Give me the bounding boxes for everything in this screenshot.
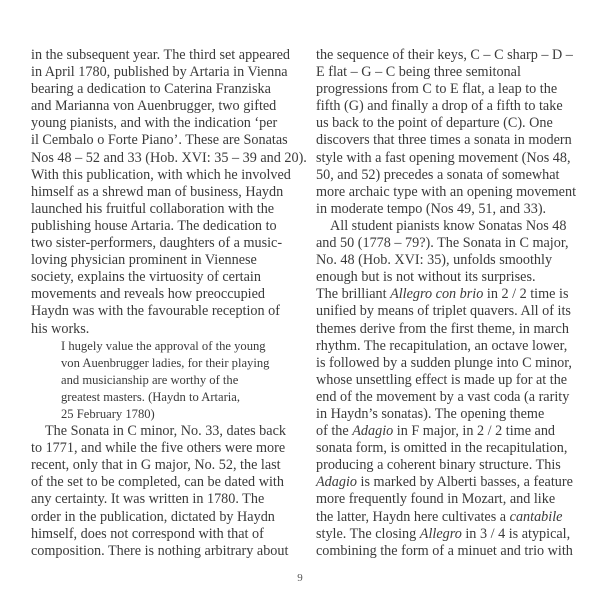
italic-term: Adagio — [352, 423, 394, 440]
italic-term: cantabile — [509, 508, 563, 525]
text-segment: to 1771, and while the five others were more — [31, 440, 286, 457]
text-line — [316, 406, 586, 423]
page-number: 9 — [297, 572, 303, 584]
text-segment: in F major, in 2 / 2 time and — [393, 423, 556, 440]
text-line — [316, 252, 586, 269]
text-line — [316, 167, 586, 184]
text-segment: No. 48 (Hob. XVI: 35), unfolds smoothly — [316, 252, 553, 269]
text-line — [31, 321, 301, 338]
text-segment: enough but is not without its surprises. — [316, 269, 536, 286]
text-line — [31, 149, 307, 167]
text-segment: launched his fruitful collaboration with the — [31, 200, 275, 217]
text-line — [31, 167, 301, 184]
text-line — [31, 184, 301, 201]
text-segment: All student pianists know Sonatas Nos 48 — [330, 217, 567, 234]
text-line — [31, 286, 301, 303]
text-line — [31, 491, 301, 508]
text-segment: order in the publication, dictated by Haydn — [31, 508, 275, 525]
italic-term: Adagio — [316, 474, 357, 491]
text-line — [316, 389, 586, 406]
text-segment: style. The closing — [316, 525, 420, 542]
text-segment: and 50 (1778 – 79?). The Sonata in C major, — [316, 235, 569, 252]
text-segment: greatest masters. (Haydn to Artaria, — [61, 389, 241, 404]
italic-term: Allegro con brio — [390, 286, 484, 303]
text-segment: progressions from C to E flat, a leap to the — [316, 81, 558, 98]
quotation-line — [31, 355, 301, 372]
text-line — [316, 440, 586, 457]
text-segment: and musicianship are worthy of the — [61, 372, 239, 387]
text-line — [316, 47, 586, 64]
text-segment: fifth (G) and finally a drop of a fifth to take — [316, 98, 563, 115]
text-segment: end of the movement by a vast coda (a rarity — [316, 388, 570, 405]
text-segment: society, explains the virtuosity of certain — [31, 269, 261, 286]
text-line — [31, 269, 301, 286]
text-segment: the latter, Haydn here cultivates a — [316, 508, 510, 525]
text-line — [316, 491, 586, 508]
text-segment: is followed by a sudden plunge into C minor, — [316, 354, 572, 371]
text-line — [316, 150, 586, 167]
text-segment: E flat – G – C being three semitonal — [316, 64, 521, 81]
text-line — [316, 115, 586, 132]
text-segment: themes derive from the first theme, in march — [316, 320, 569, 337]
text-segment: The brilliant — [316, 286, 391, 303]
text-segment: whose unsettling effect is made up for at the — [316, 371, 568, 388]
text-segment: himself as a shrewd man of business, Haydn — [31, 183, 284, 200]
text-line — [316, 321, 586, 338]
text-line — [31, 64, 301, 81]
text-line — [316, 286, 586, 303]
text-line — [316, 64, 586, 81]
text-line — [316, 201, 586, 218]
text-segment: us back to the point of departure (C). One — [316, 115, 553, 132]
italic-term: Allegro — [419, 525, 462, 542]
text-line — [316, 269, 586, 286]
text-segment: I hugely value the approval of the young — [61, 338, 266, 353]
text-line — [316, 457, 586, 474]
quotation-line — [31, 389, 301, 406]
text-segment: of the — [316, 423, 353, 440]
text-segment: composition. There is nothing arbitrary about — [31, 542, 289, 559]
text-segment: combining the form of a minuet and trio with — [316, 542, 573, 559]
text-segment: publishing house Artaria. The dedication to — [31, 217, 277, 234]
text-segment: von Auenbrugger ladies, for their playing — [61, 355, 270, 370]
text-line — [316, 543, 586, 560]
text-line — [31, 440, 301, 457]
text-line — [316, 184, 586, 201]
text-segment: of the set to be completed, can be dated with — [31, 474, 284, 491]
text-line — [31, 303, 301, 320]
text-line — [31, 526, 301, 543]
text-segment: producing a coherent binary structure. This — [316, 457, 561, 474]
text-segment: movements and reveals how preoccupied — [31, 286, 266, 303]
text-line — [31, 252, 301, 269]
quotation-line — [31, 338, 301, 355]
text-segment: and Marianna von Auenbrugger, two gifted — [31, 98, 277, 115]
text-segment: il Cembalo o Forte Piano’. These are Sonatas — [31, 132, 288, 149]
text-segment: The Sonata in C minor, No. 33, dates back — [45, 423, 286, 440]
text-segment: in 2 / 2 time is — [483, 286, 569, 303]
text-line — [31, 509, 301, 526]
text-segment: in April 1780, published by Artaria in Vienna — [31, 64, 288, 81]
text-line — [31, 201, 301, 218]
text-line — [316, 526, 586, 543]
text-segment: two sister-performers, daughters of a music- — [31, 235, 283, 252]
text-line — [31, 218, 301, 235]
text-segment: sonata form, is omitted in the recapitulation, — [316, 440, 568, 457]
text-segment: himself, does not correspond with that of — [31, 525, 264, 542]
text-segment: the sequence of their keys, C – C sharp – D – — [316, 47, 573, 63]
text-line — [31, 423, 301, 440]
text-segment: is marked by Alberti basses, a feature — [356, 474, 573, 491]
text-line — [316, 132, 586, 149]
text-segment: style with a fast opening movement (Nos 48, — [316, 149, 571, 166]
text-segment: in 3 / 4 is atypical, — [461, 525, 571, 542]
left-text-column — [31, 47, 307, 560]
text-segment: 25 February 1780) — [61, 406, 155, 421]
text-line — [316, 338, 586, 355]
text-segment: in moderate tempo (Nos 49, 51, and 33). — [316, 200, 547, 217]
text-line — [316, 81, 586, 98]
right-text-column — [316, 47, 586, 560]
text-line — [31, 132, 301, 149]
text-segment: more archaic type with an opening movement — [316, 183, 577, 200]
text-segment: more frequently found in Mozart, and like — [316, 491, 556, 508]
text-line — [316, 303, 586, 320]
text-line — [31, 81, 301, 98]
quotation-line — [31, 372, 301, 389]
text-segment: 50, and 52) precedes a sonata of somewhat — [316, 166, 560, 183]
text-segment: Haydn was with the favourable reception of — [31, 303, 280, 320]
text-segment: young pianists, and with the indication ‘per — [31, 115, 278, 132]
text-line — [31, 235, 301, 252]
text-segment: Nos 48 – 52 and 33 (Hob. XVI: 35 – 39 and 20). — [31, 149, 307, 166]
text-segment: his works. — [31, 320, 90, 337]
text-line — [31, 98, 301, 115]
text-line — [316, 355, 586, 372]
text-line — [316, 423, 586, 440]
text-line — [316, 98, 586, 115]
text-line — [31, 474, 301, 491]
text-segment: in the subsequent year. The third set appeared — [31, 47, 290, 63]
text-line — [316, 474, 586, 491]
text-line — [316, 235, 586, 252]
text-segment: bearing a dedication to Caterina Franziska — [31, 81, 271, 98]
text-segment: loving physician prominent in Viennese — [31, 252, 257, 269]
text-line — [316, 372, 586, 389]
text-line — [316, 218, 586, 235]
text-segment: unified by means of triplet quavers. All of its — [316, 303, 571, 320]
text-line — [31, 47, 301, 64]
text-segment: With this publication, with which he involved — [31, 166, 291, 183]
text-segment: discovers that three times a sonata in modern — [316, 132, 572, 149]
text-line — [31, 543, 301, 560]
text-segment: recent, only that in G major, No. 52, the last — [31, 457, 281, 474]
quotation-line — [31, 406, 301, 423]
text-segment: in Haydn’s sonatas). The opening theme — [316, 405, 545, 422]
text-line — [316, 509, 586, 526]
text-line — [31, 457, 301, 474]
text-line — [31, 115, 301, 132]
text-segment: rhythm. The recapitulation, an octave lower, — [316, 337, 568, 354]
text-segment: any certainty. It was written in 1780. The — [31, 491, 265, 508]
